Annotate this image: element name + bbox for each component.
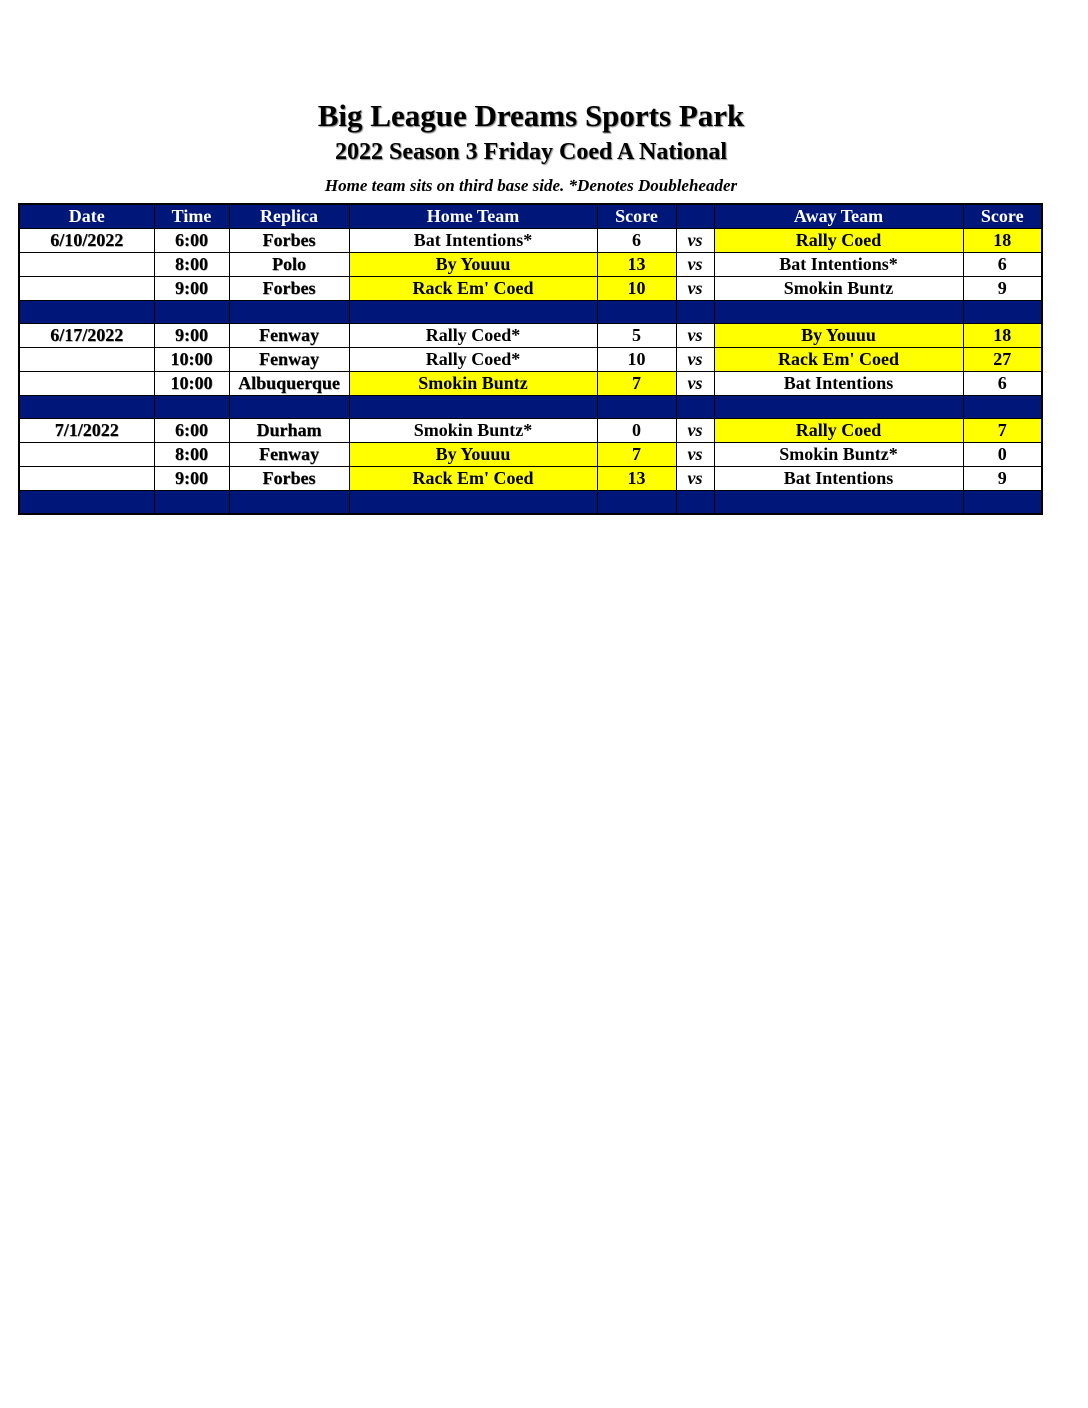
cell-away-team: Rally Coed (714, 229, 963, 253)
table-header-row (19, 204, 1042, 229)
separator-cell (229, 491, 349, 515)
cell-date (19, 277, 154, 301)
separator-cell (229, 396, 349, 419)
cell-away-team: Rally Coed (714, 419, 963, 443)
cell-date (19, 253, 154, 277)
cell-time: 6:00 (154, 419, 229, 443)
col-header-away-team: Away Team (714, 204, 963, 229)
separator-cell (714, 301, 963, 324)
cell-vs: vs (676, 253, 714, 277)
separator-cell (349, 396, 597, 419)
separator-cell (963, 396, 1042, 419)
cell-time: 10:00 (154, 372, 229, 396)
separator-cell (229, 301, 349, 324)
col-header-time: Time (154, 204, 229, 229)
cell-home-score: 13 (597, 467, 676, 491)
cell-home-score: 7 (597, 372, 676, 396)
separator-cell (19, 396, 154, 419)
cell-home-team: Rally Coed* (349, 348, 597, 372)
page-subtitle: 2022 Season 3 Friday Coed A National (334, 139, 728, 165)
cell-home-score: 6 (597, 229, 676, 253)
cell-home-team: Rack Em' Coed (349, 467, 597, 491)
col-header-away-score: Score (963, 204, 1042, 229)
cell-replica: Fenway (229, 443, 349, 467)
cell-away-score: 6 (963, 372, 1042, 396)
cell-time: 6:00 (154, 229, 229, 253)
cell-date: 6/17/2022 (19, 324, 154, 348)
separator-cell (19, 301, 154, 324)
cell-away-team: Smokin Buntz (714, 277, 963, 301)
cell-away-score: 9 (963, 277, 1042, 301)
table-row (19, 324, 1042, 348)
cell-home-team: Rally Coed* (349, 324, 597, 348)
separator-cell (154, 491, 229, 515)
cell-date: 6/10/2022 (19, 229, 154, 253)
cell-time: 10:00 (154, 348, 229, 372)
separator-cell (714, 396, 963, 419)
cell-replica: Forbes (229, 277, 349, 301)
col-header-vs (676, 204, 714, 229)
table-row (19, 348, 1042, 372)
separator-cell (154, 396, 229, 419)
separator-cell (676, 301, 714, 324)
cell-home-team: Smokin Buntz (349, 372, 597, 396)
separator-cell (19, 491, 154, 515)
separator-cell (349, 491, 597, 515)
cell-away-team: Bat Intentions (714, 467, 963, 491)
separator-cell (963, 301, 1042, 324)
col-header-date: Date (19, 204, 154, 229)
cell-time: 9:00 (154, 467, 229, 491)
separator-cell (597, 396, 676, 419)
page-title: Big League Dreams Sports Park (317, 98, 745, 133)
cell-away-team: Rack Em' Coed (714, 348, 963, 372)
cell-date (19, 372, 154, 396)
cell-away-score: 7 (963, 419, 1042, 443)
cell-time: 9:00 (154, 324, 229, 348)
cell-vs: vs (676, 277, 714, 301)
table-row (19, 419, 1042, 443)
cell-date: 7/1/2022 (19, 419, 154, 443)
cell-away-team: Bat Intentions (714, 372, 963, 396)
cell-home-team: By Youuu (349, 253, 597, 277)
table-row (19, 372, 1042, 396)
cell-time: 8:00 (154, 443, 229, 467)
cell-home-team: Rack Em' Coed (349, 277, 597, 301)
cell-home-score: 13 (597, 253, 676, 277)
table-row (19, 467, 1042, 491)
table-row (19, 229, 1042, 253)
cell-replica: Fenway (229, 348, 349, 372)
cell-replica: Durham (229, 419, 349, 443)
col-header-home-team: Home Team (349, 204, 597, 229)
cell-vs: vs (676, 229, 714, 253)
separator-cell (714, 491, 963, 515)
cell-vs: vs (676, 443, 714, 467)
cell-away-score: 9 (963, 467, 1042, 491)
cell-home-team: Smokin Buntz* (349, 419, 597, 443)
cell-home-score: 5 (597, 324, 676, 348)
cell-away-team: Bat Intentions* (714, 253, 963, 277)
table-row (19, 253, 1042, 277)
table-row (19, 277, 1042, 301)
cell-away-score: 6 (963, 253, 1042, 277)
cell-vs: vs (676, 372, 714, 396)
separator-cell (154, 301, 229, 324)
separator-cell (963, 491, 1042, 515)
cell-vs: vs (676, 324, 714, 348)
cell-vs: vs (676, 467, 714, 491)
schedule-body (19, 229, 1042, 515)
week-separator-row (19, 491, 1042, 515)
separator-cell (597, 491, 676, 515)
col-header-home-score: Score (597, 204, 676, 229)
week-separator-row (19, 396, 1042, 419)
table-row (19, 443, 1042, 467)
separator-cell (597, 301, 676, 324)
cell-away-score: 18 (963, 229, 1042, 253)
cell-replica: Fenway (229, 324, 349, 348)
cell-date (19, 443, 154, 467)
cell-time: 9:00 (154, 277, 229, 301)
cell-time: 8:00 (154, 253, 229, 277)
schedule-table (18, 203, 1043, 515)
cell-home-score: 0 (597, 419, 676, 443)
cell-home-team: Bat Intentions* (349, 229, 597, 253)
cell-away-team: By Youuu (714, 324, 963, 348)
cell-date (19, 348, 154, 372)
schedule-note: Home team sits on third base side. *Denotes Doubleheader (324, 176, 738, 195)
cell-away-score: 27 (963, 348, 1042, 372)
cell-home-score: 10 (597, 277, 676, 301)
cell-away-score: 18 (963, 324, 1042, 348)
cell-replica: Forbes (229, 229, 349, 253)
cell-home-score: 7 (597, 443, 676, 467)
week-separator-row (19, 301, 1042, 324)
separator-cell (676, 396, 714, 419)
cell-replica: Albuquerque (229, 372, 349, 396)
cell-replica: Polo (229, 253, 349, 277)
separator-cell (676, 491, 714, 515)
cell-home-score: 10 (597, 348, 676, 372)
cell-vs: vs (676, 348, 714, 372)
cell-replica: Forbes (229, 467, 349, 491)
cell-away-team: Smokin Buntz* (714, 443, 963, 467)
cell-date (19, 467, 154, 491)
cell-vs: vs (676, 419, 714, 443)
separator-cell (349, 301, 597, 324)
cell-away-score: 0 (963, 443, 1042, 467)
col-header-replica: Replica (229, 204, 349, 229)
cell-home-team: By Youuu (349, 443, 597, 467)
